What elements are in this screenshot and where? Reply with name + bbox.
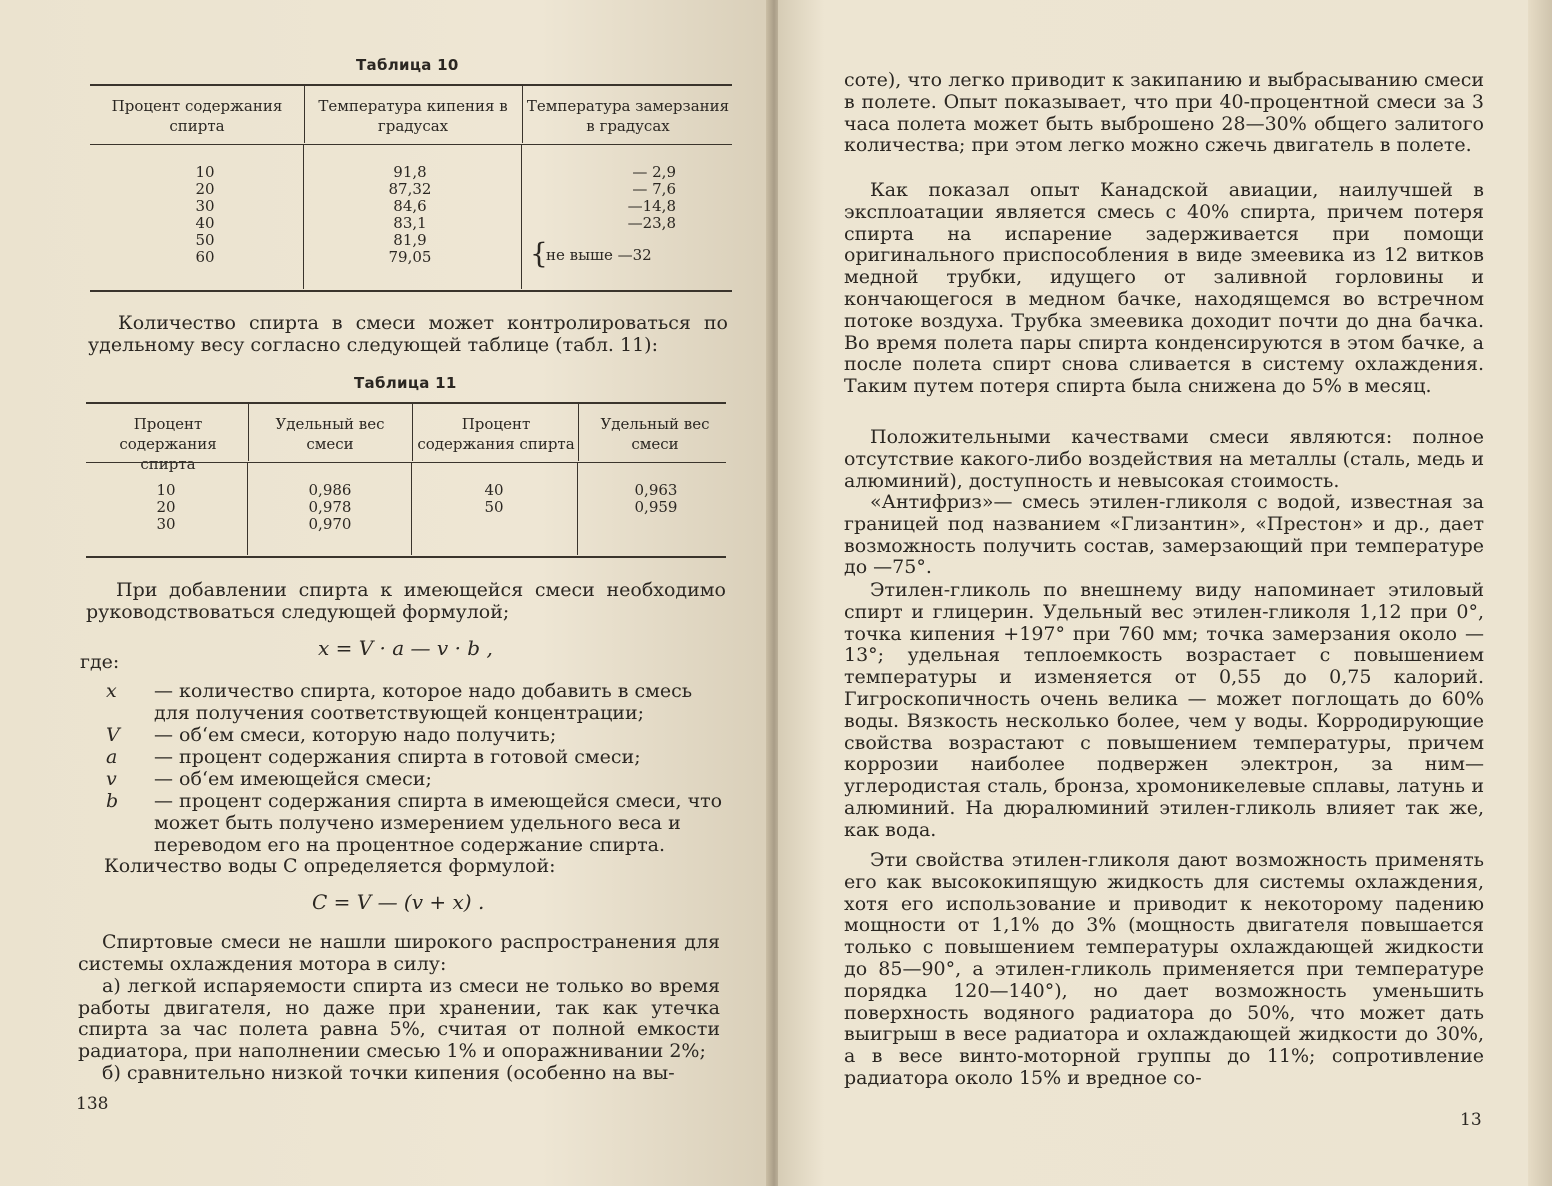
table11-top-rule	[86, 402, 726, 404]
table10-header-rule	[90, 144, 732, 145]
definition-text: — количество спирта, которое надо добавить в смесь для получения соответствующей концентрации;	[154, 680, 693, 724]
table11-divider	[248, 403, 249, 461]
left-page	[0, 0, 770, 1186]
table-cell: 83,1	[393, 214, 427, 232]
right-paragraph-2: Как показал опыт Канадской авиации, наилучшей в эксплоатации является смесь с 40% спирта, причем потеря спирта на испарение задерживается при помощи оригинального приспособления в виде змеевика из 12 витков медной трубки, идущего от заливной горловины и кончающегося в медном бачке, находящемся во встречном потоке воздуха. Трубка змеевика доходит почти до дна бачка. Во время полета пары спирта конденсируются в этом бачке, а после полета спирт снова сливается в систему охлаждения. Таким путем потеря спирта была снижена до 5% в месяц.	[844, 179, 1484, 398]
table-cell: 10	[195, 163, 215, 181]
definition-symbol: V	[106, 724, 120, 746]
table10-brace: {	[530, 237, 548, 270]
table10-divider	[522, 85, 523, 143]
right-paragraph-5: Этилен-гликоль по внешнему виду напоминает этиловый спирт и глицерин. Удельный вес этилен-гликоля 1,12 при 0°, точка кипения +197° при 760 мм; точка замерзания около —13°; удельная теплоемкость возрастает с повышением температуры и изменяется от 0,55 до 0,75 калорий. Гигроскопичность очень велика — может поглощать до 60% воды. Вязкость несколько более, чем у воды. Корродирующие свойства возрастают с повышением температуры, причем коррозии наиболее подвержен электрон, за ним—углеродистая сталь, бронза, хромоникелевые сплавы, латунь и алюминий. На дюралюминий этилен-гликоль влияет так же, как вода.	[844, 579, 1484, 841]
table-cell: —14,8	[627, 197, 676, 215]
table11-header-4: Удельный вес смеси	[600, 415, 710, 453]
table10-bottom-rule	[90, 290, 732, 292]
table11-header-2: Удельный вес смеси	[275, 415, 385, 453]
table-cell: 50	[195, 231, 215, 249]
definition-symbol: b	[106, 790, 119, 812]
definition-symbol: v	[106, 768, 117, 790]
left-paragraph-5: а) легкой испаряемости спирта из смеси не только во время работы двигателя, но даже при хранении, так как утечка спирта за час полета равна 5%, считая от полной емкости радиатора, при наполнении смесью 1% и опоражнивании 2%;	[78, 975, 720, 1062]
formula-c: C = V — (v + x) .	[312, 890, 485, 914]
table11-col-weight-b	[616, 482, 696, 516]
table-cell: 0,970	[308, 515, 352, 533]
table-cell: 30	[195, 197, 215, 215]
page-number-right: 13	[1460, 1110, 1482, 1130]
table10-col-percent	[170, 164, 240, 266]
table-cell: —23,8	[627, 214, 676, 232]
table11-divider	[412, 403, 413, 461]
table10-header-1: Процент содержания спирта	[111, 97, 283, 135]
table-cell: — 7,6	[632, 180, 676, 198]
definition-text: — процент содержания спирта в имеющейся смеси, что может быть получено измерением удельного веса и переводом его на процентное содержание спирта.	[154, 790, 723, 856]
left-paragraph-1: Количество спирта в смеси может контролироваться по удельному весу согласно следующей таблице (табл. 11):	[88, 312, 728, 356]
table10-top-rule	[90, 84, 732, 86]
table-cell: 0,978	[308, 498, 352, 516]
left-paragraph-2: При добавлении спирта к имеющейся смеси необходимо руководствоваться следующей формулой;	[86, 579, 726, 623]
table11-col-weight-a	[290, 482, 370, 533]
formula-x: x = V · a — v · b ,	[318, 636, 493, 660]
table10-col-boiling	[370, 164, 450, 266]
table-cell: 20	[195, 180, 215, 198]
list-item	[106, 680, 724, 724]
table10-caption: Таблица 10	[356, 56, 459, 74]
right-paragraph-6: Эти свойства этилен-гликоля дают возможность применять его как высококипящую жидкость для системы охлаждения, хотя его использование и приводит к некоторому падению мощности от 1,1% до 3% (мощность двигателя повышается только с повышением температуры охлаждающей жидкости до 85—90°, а этилен-гликоль применяется при температуре порядка 120—140°), но дает возможность уменьшить поверхность водяного радиатора до 50%, что может дать выигрыш в весе радиатора и охлаждающей жидкости до 30%, а в весе винто-моторной группы до 11%; сопротивление радиатора около 15% и вредное со-	[844, 849, 1484, 1089]
table11-divider	[411, 463, 412, 555]
table-cell: 40	[484, 481, 504, 499]
definitions-list	[106, 680, 724, 856]
table10-col-freezing	[580, 164, 676, 232]
table11-header-1: Процент содержания спирта	[119, 415, 217, 473]
table-cell: 40	[195, 214, 215, 232]
right-page	[778, 0, 1552, 1186]
table-cell: 60	[195, 248, 215, 266]
table11-caption: Таблица 11	[354, 374, 457, 392]
right-paragraph-1: соте), что легко приводит к закипанию и выбрасыванию смеси в полете. Опыт показывает, что при 40-процентной смеси за 3 часа полета может быть выброшено 28—30% общего залитого количества; при этом легко можно сжечь двигатель в полете.	[844, 69, 1484, 157]
table11-col-percent-b	[464, 482, 524, 516]
definition-text: — об‘ем имеющейся смеси;	[154, 768, 432, 790]
table11-divider	[577, 463, 578, 555]
definition-symbol: a	[106, 746, 118, 768]
table10-header-3: Температура замерзания в градусах	[526, 97, 730, 135]
list-item	[106, 790, 724, 856]
table11-col-percent-a	[136, 482, 196, 533]
where-label: где:	[80, 651, 120, 673]
list-item	[106, 724, 724, 746]
left-paragraph-3: Количество воды C определяется формулой:	[104, 855, 556, 877]
table-cell: 0,959	[634, 498, 678, 516]
table-cell: 20	[156, 498, 176, 516]
definition-text: — процент содержания спирта в готовой смеси;	[154, 746, 641, 768]
table10-divider	[521, 145, 522, 289]
definition-symbol: x	[106, 680, 117, 702]
definition-text: — об‘ем смеси, которую надо получить;	[154, 724, 557, 746]
table-cell: 91,8	[393, 163, 427, 181]
table11-bottom-rule	[86, 556, 726, 558]
right-paragraph-4: «Антифриз»— смесь этилен-гликоля с водой, известная за границей под названием «Глизантин», «Престон» и др., дает возможность получить состав, замерзающий при температуре до —75°.	[844, 491, 1484, 579]
table-cell: 0,986	[308, 481, 352, 499]
table10-divider	[304, 85, 305, 143]
table11-header-rule	[86, 462, 726, 463]
table-cell: — 2,9	[632, 163, 676, 181]
table10-divider	[303, 145, 304, 289]
table-cell: 30	[156, 515, 176, 533]
page-edge	[1528, 0, 1552, 1186]
table-cell: 0,963	[634, 481, 678, 499]
table-cell: 50	[484, 498, 504, 516]
table10-header-2: Температура кипения в градусах	[318, 97, 508, 135]
table11-divider	[578, 403, 579, 461]
table-cell: 81,9	[393, 231, 427, 249]
table-cell: 87,32	[388, 180, 432, 198]
table11-divider	[247, 463, 248, 555]
left-paragraph-4: Спиртовые смеси не нашли широкого распространения для системы охлаждения мотора в силу:	[78, 931, 720, 975]
table10-bracket-value: не выше —32	[546, 246, 652, 264]
left-paragraph-6: б) сравнительно низкой точки кипения (особенно на вы-	[102, 1062, 675, 1084]
table-cell: 79,05	[388, 248, 432, 266]
page-number-left: 138	[76, 1094, 109, 1114]
table-cell: 84,6	[393, 197, 427, 215]
list-item	[106, 768, 724, 790]
table11-header-3: Процент содержания спирта	[417, 415, 575, 453]
table-cell: 10	[156, 481, 176, 499]
right-paragraph-3: Положительными качествами смеси являются: полное отсутствие какого-либо воздействия на металлы (сталь, медь и алюминий), доступность и невысокая стоимость.	[844, 426, 1484, 492]
list-item	[106, 746, 724, 768]
